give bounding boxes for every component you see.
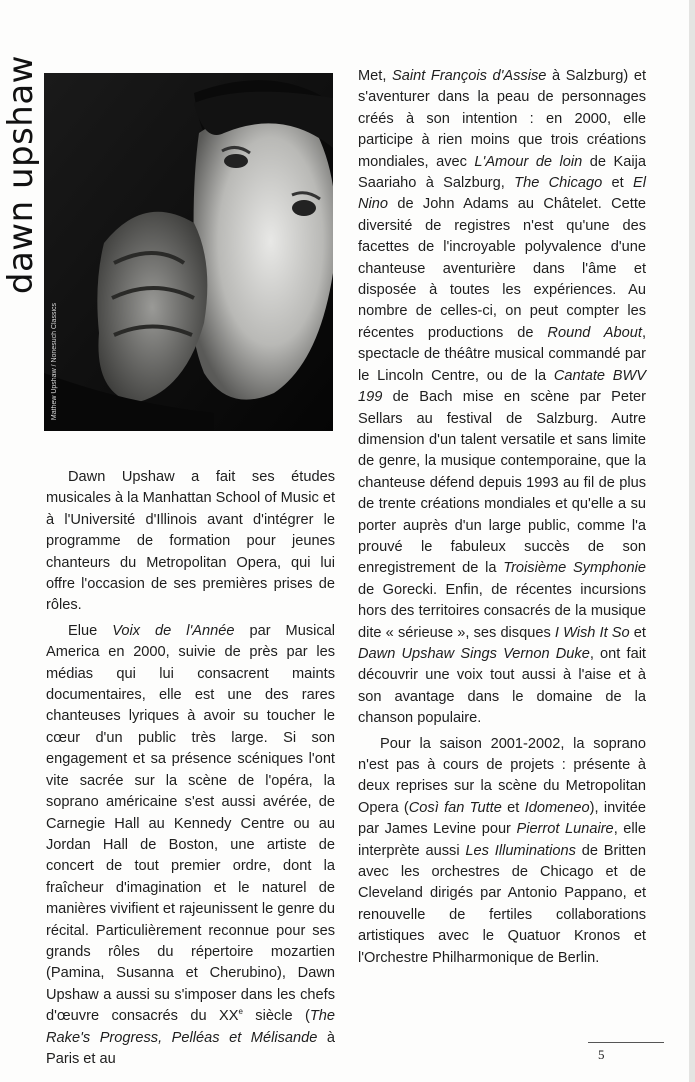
portrait-photo: [44, 73, 333, 431]
portrait-photo-icon: [44, 73, 333, 431]
italic-title: Cantate BWV 199: [358, 367, 646, 406]
italic-title: Idomeneo: [524, 799, 590, 816]
paragraph-text: de Britten avec les orchestres de Chicago et de Cleveland dirigés par Antonio Pappano, et renouvelle de fertiles collaborations artistiques avec le Quatuor Kronos et l'Orchestre Philharmonique de Berlin.: [358, 842, 646, 966]
paragraph-text: Elue: [68, 622, 113, 639]
paragraph-text: , ont fait découvrir une voix tout aussi à l'aise et à son avantage dans le domaine de la chanson populaire.: [358, 645, 646, 727]
text-column-left: [46, 467, 335, 1070]
paragraph-text: et: [501, 799, 525, 816]
paragraph-text: de Gorecki. Enfin, de récentes incursions hors des territoires consacrés de la musique dite « sérieuse », ses disques: [358, 581, 646, 641]
italic-title: I Wish It So: [554, 624, 630, 641]
paragraph-text: à Paris et au: [46, 1029, 335, 1067]
paragraph-text: de Kaija Saariaho à Salzburg,: [358, 153, 646, 192]
italic-title: Les Illuminations: [465, 842, 576, 859]
paragraph: [358, 66, 646, 730]
paragraph-text: siècle (: [242, 1008, 310, 1025]
italic-title: Voix de l'Année: [112, 622, 235, 639]
paragraph-text: Dawn Upshaw a fait ses études musicales à la Manhattan School of Music et à l'Université d'Illinois avant d'intégrer le programme de formation pour jeunes chanteurs du Metropolitan Opera, qui lui offre l'occasion de ses premières prises de rôles.: [46, 469, 335, 614]
paragraph-text: à Salzburg) et s'aventurer dans la peau de personnages créés à son intention : en 2000, elle participe à rien moins que trois créations mondiales, avec: [358, 68, 646, 170]
paragraph: [46, 467, 335, 617]
side-title-text: dawn upshaw: [1, 55, 41, 295]
paragraph: [46, 621, 335, 1071]
paragraph-text: , spectacle de théâtre musical commandé par le Lincoln Centre, ou de la: [358, 324, 647, 384]
paragraph-text: par Musical America en 2000, suivie de près par les médias qui lui consacrent maints documentaires, elle est une des rares chanteuses lyriques à avoir su toucher le cœur d'un public très large. Si son engagement et sa présence scéniques l'ont vite sacrée sur la scène de l'opéra, la soprano américaine s'est aussi avérée, de Carnegie Hall au Kennedy Centre ou au Jordan Hall de Boston, une artiste de concert de tout premier ordre, dont la fraîcheur d'imagination et le naturel de manières vivifient et rajeunissent le genre du récital. Particulièrement reconnue pour ses grands rôles du répertoire mozartien (Pamina, Susanna et Cherubino), Dawn Upshaw a aussi su s'imposer dans les chefs d'œuvre consacrés du XX: [46, 622, 336, 1025]
paragraph-text: Met,: [358, 68, 393, 84]
italic-title: Troisième Symphonie: [503, 560, 646, 577]
photo-credit: [46, 300, 62, 424]
italic-title: Round About: [547, 324, 642, 341]
italic-title: Pierrot Lunaire: [516, 821, 614, 838]
italic-title: Saint François d'Assise: [392, 68, 547, 84]
paragraph-text: , elle interprète aussi: [358, 821, 647, 859]
superscript: e: [238, 1007, 243, 1017]
italic-title: The Rake's Progress, Pelléas et Mélisande: [46, 1008, 335, 1046]
paragraph: [358, 734, 646, 969]
italic-title: Dawn Upshaw Sings Vernon Duke: [358, 645, 590, 662]
photo-credit-text: Mathew Upshaw / Nonesuch Classics: [50, 303, 58, 421]
paragraph-text: et: [602, 175, 634, 192]
page-number: 5: [598, 1047, 605, 1062]
text-column-right: [358, 66, 646, 969]
paragraph-text: de John Adams au Châtelet. Cette diversité de registres n'est qu'une des facettes de l'incroyable polyvalence d'une chanteuse aventurière dans l'âme et disposée à toutes les expériences. Au nombre de celles-ci, on peut compter les récentes productions de: [358, 196, 646, 341]
paragraph-text: ), invitée par James Levine pour: [358, 799, 647, 838]
side-title: [0, 55, 42, 295]
italic-title: The Chicago: [514, 175, 603, 192]
page-edge-shadow: [689, 0, 695, 1082]
paragraph-text: et: [629, 624, 646, 641]
paragraph-text: de Bach mise en scène par Peter Sellars au festival de Salzburg. Autre dimension d'un talent versatile et sans limite de genre, la musique contemporaine, que la chanteuse défend depuis 1993 au fil de plus de trente créations mondiales et qu'elle a su porter auprès d'un large public, comme l'a prouvé le fabuleux succès de son enregistrement de la: [358, 389, 646, 577]
italic-title: L'Amour de loin: [474, 153, 583, 170]
footer-rule: [588, 1042, 664, 1043]
paragraph-text: Pour la saison 2001-2002, la soprano n'est pas à cours de projets : présente à deux reprises sur la scène du Metropolitan Opera (: [358, 735, 646, 816]
italic-title: Così fan Tutte: [408, 799, 502, 816]
italic-title: El Nino: [358, 175, 647, 213]
